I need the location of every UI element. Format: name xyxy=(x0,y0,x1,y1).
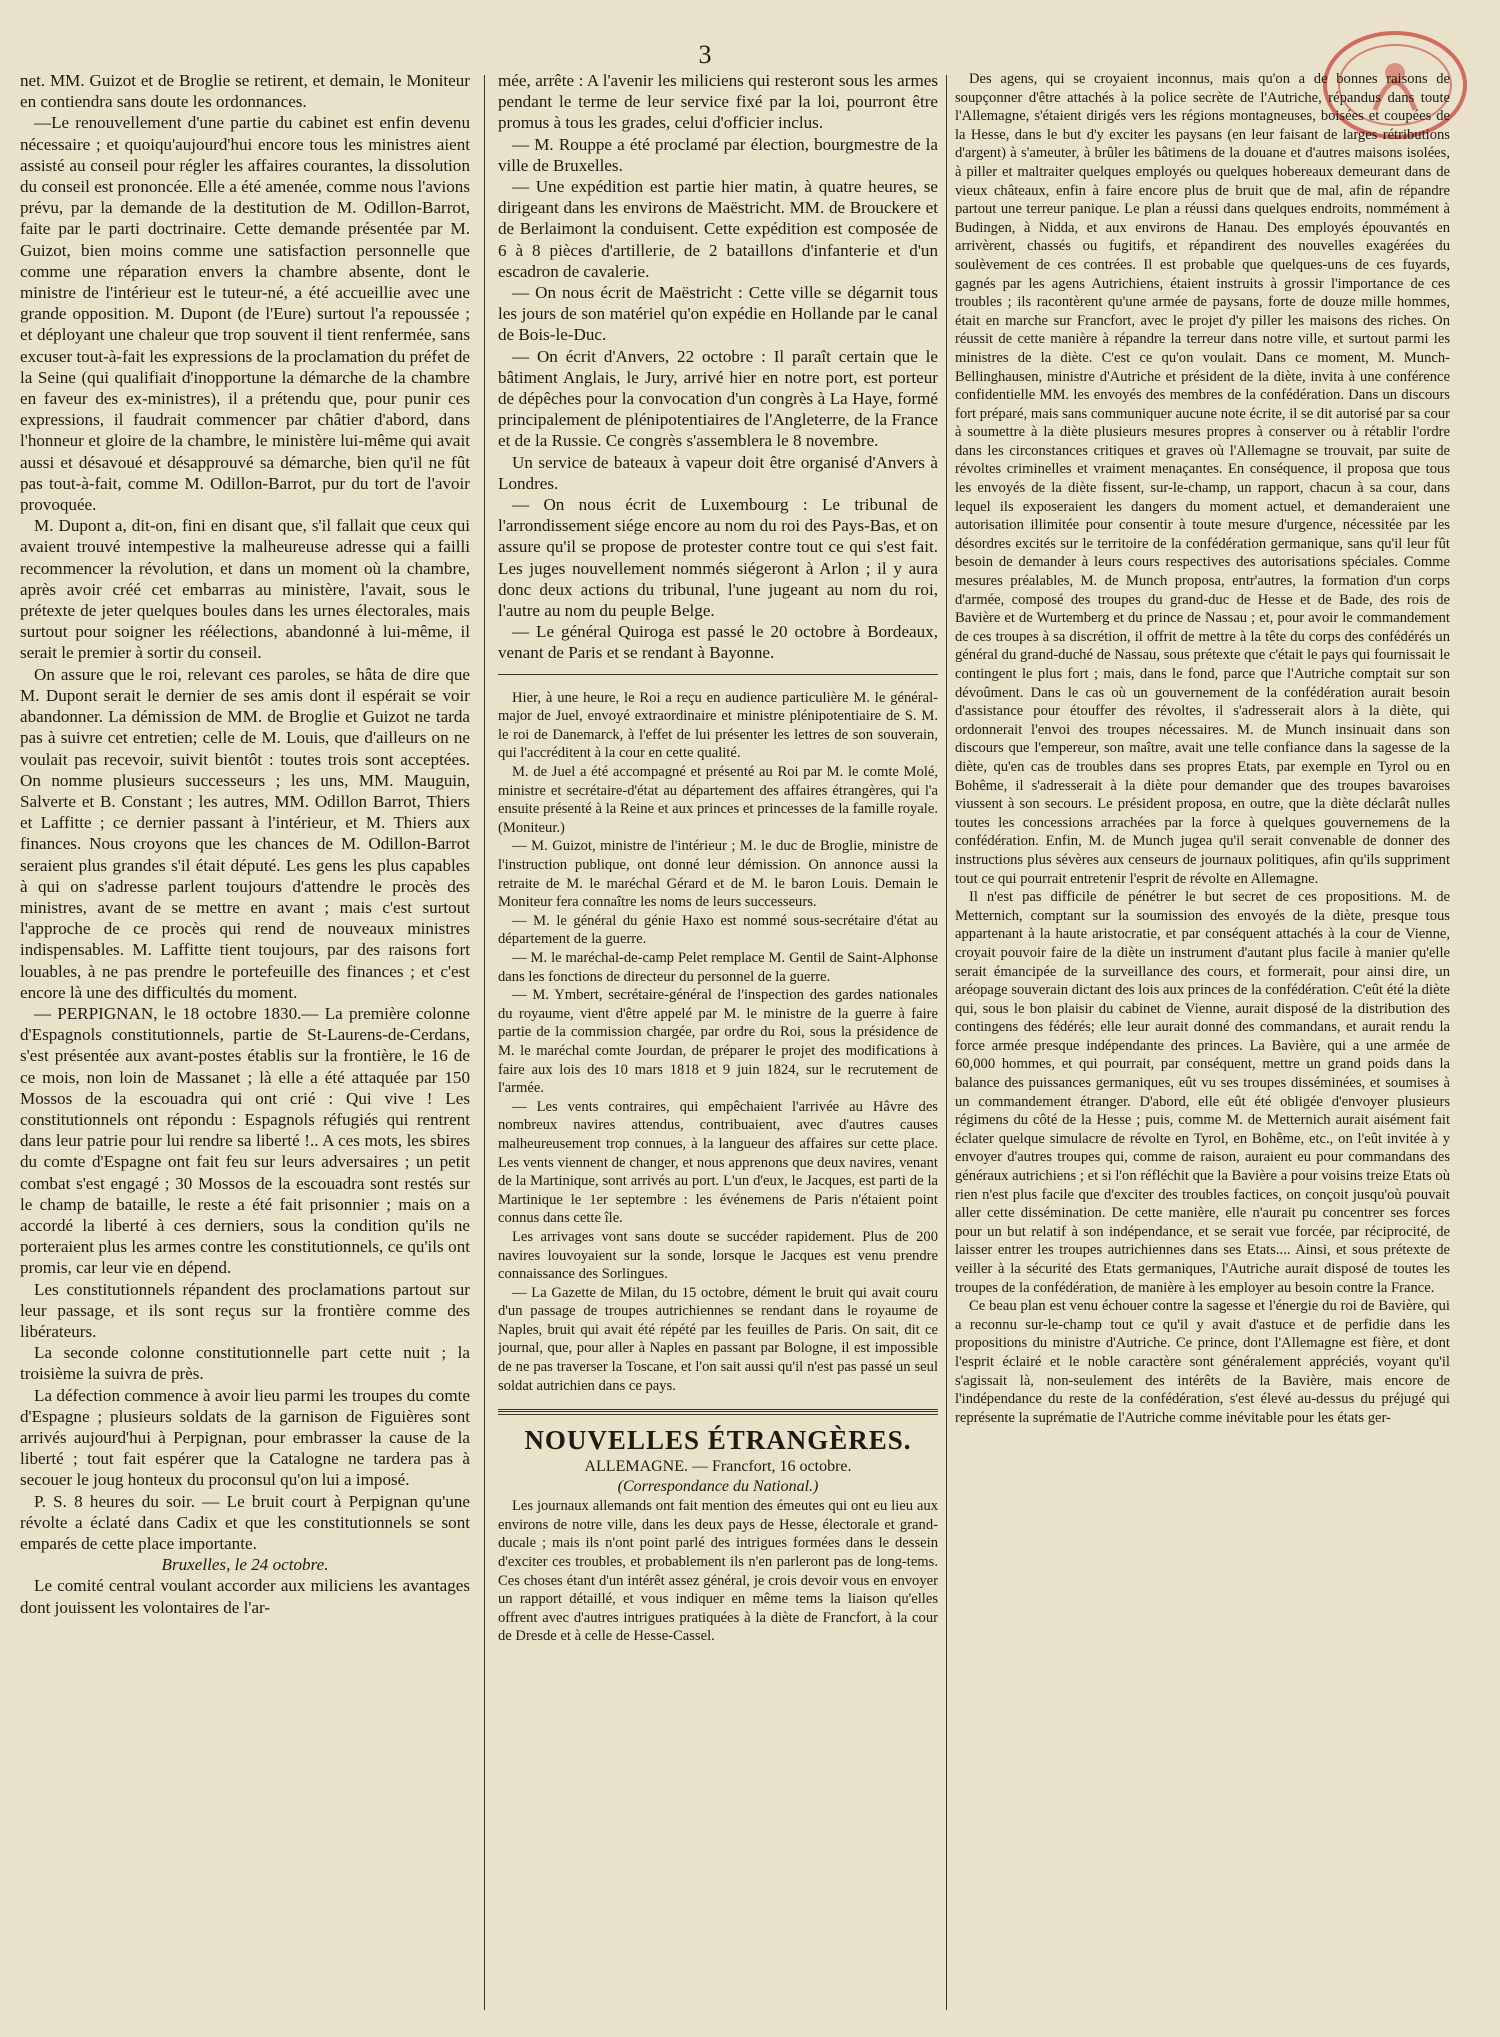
paragraph: P. S. 8 heures du soir. — Le bruit court à Perpignan qu'une révolte a éclaté dans Cadix et que les constitutionnels se sont emparés de cette place importante. xyxy=(20,1491,470,1554)
paragraph: Il n'est pas difficile de pénétrer le but secret de ces propositions. M. de Metternich, comptant sur la soumission des envoyés de la diète, presque tous appartenant à la haute aristocratie, et par conséquent attachés à la cour de Vienne, croyait pouvoir faire de la diète un instrument d'autant plus facile à manier qu'elle serait émancipée de la surveillance des cours, et formerait, pour ainsi dire, un aréopage souverain dictant des lois aux princes de la confédération. C'eût été la diète qui, sous le bon plaisir du cabinet de Vienne, aurait disposé de la distribution des contingens des fédérés; elle leur aurait donné des commandans, et aurait rendu la force armée presque indépendante des princes. La Bavière, qui a une armée de 60,000 hommes, et qui pourrait, par conséquent, mettre un grand poids dans la balance des puissances germaniques, eût vu ses troupes disséminées, et soumises à un commandement étranger. D'abord, elle eût été obligée d'envoyer plusieurs régimens du côté de la Hesse ; puis, comme M. de Metternich aurait aisément fait éclater quelque simulacre de révolte en Tyrol, en Bohême, etc., on l'eût invitée à y envoyer d'autres troupes qui, comme de raison, auraient eu pour commandans des généraux autrichiens ; et si l'on réfléchit que la Bavière a pour voisins treize Etats où rien n'est plus facile que d'exciter des troubles factices, on conçoit jusqu'où pouvait aller cette dissémination. De cette manière, elle n'aurait pu concentrer ses forces pour un but relatif à son indépendance, et se serait vue forcée, par réciprocité, de laisser entrer les troupes autrichiennes dans ses Etats.... Ainsi, et sous prétexte de veiller à la sécurité des Etats germaniques, l'Autriche aurait disposé de toutes les troupes de la confédération, de manière à les employer au besoin contre la France. xyxy=(955,889,1450,1296)
section-double-rule xyxy=(498,1409,938,1415)
paragraph: Les journaux allemands ont fait mention des émeutes qui ont eu lieu aux environs de notre ville, dans les deux pays de Hesse, électorale et grand-ducale ; mais ils n'ont point parlé des intrigues formées dans le dessein d'exciter ces troubles, et probablement ils n'en parleront pas de long-tems. Ces choses étant d'un intérêt assez général, je crois devoir vous en envoyer un rapport détaillé, et vous indiquer en même tems la liaison qu'elles offrent avec d'autres intrigues pratiquées à la diète de Francfort, à la cour de Dresde et à celle de Hesse-Cassel. xyxy=(498,1498,938,1645)
column-right xyxy=(955,70,1450,2030)
paragraph: M. Dupont a, dit-on, fini en disant que, s'il fallait que ceux qui avaient trouvé intempestive la malheureuse adresse qui a failli recommencer la révolution, et dans un moment où la chambre, après avoir créé cet embarras au ministère, l'avait, sous le prétexte de jeter quelques boules dans les urnes électorales, mais surtout pour soigner les réélections, abandonné à lui-même, il serait le premier à sortir du conseil. xyxy=(20,516,470,663)
paragraph: On assure que le roi, relevant ces paroles, se hâta de dire que M. Dupont serait le dernier de ses amis dont il espérait se voir abandonner. La démission de MM. de Broglie et Guizot ne tarda pas à suivre cet entretien; celle de M. Louis, que d'ailleurs on ne voulait pas recevoir, suivit bientôt : toutes trois sont acceptées. On nomme plusieurs successeurs ; les uns, MM. Mauguin, Salverte et B. Constant ; les autres, MM. Odillon Barrot, Thiers et Laffitte ; ce dernier passant à l'intérieur, et M. Thiers aux finances. Nous croyons que les chances de M. Odillon-Barrot seraient plus grandes s'il était député. Les gens les plus capables à qui on s'adresse parlent toujours d'attendre le procès des ministres, avant de se mettre en avant ; mais c'est surtout l'approche de ce procès qui rend de nouveaux ministres indispensables. M. Laffitte tient toujours, par des raisons fort louables, à ne pas prendre le portefeuille des finances ; et c'est encore là une des difficultés du moment. xyxy=(20,664,470,1002)
paragraph: Les arrivages vont sans doute se succéder rapidement. Plus de 200 navires louvoyaient sur la sonde, lorsque le Jacques est venu prendre connaissance des Sorlingues. xyxy=(498,1228,938,1283)
paragraph: — M. Ymbert, secrétaire-général de l'inspection des gardes nationales du royaume, vient d'être appelé par M. le ministre de la guerre à faire partie de la commission chargée, par ordre du Roi, sous la présidence de M. le maréchal comte Jourdan, de préparer le projet des modifications à faire aux lois des 10 mars 1818 et 9 juin 1824, sur le recrutement de l'armée. xyxy=(498,987,938,1097)
section-subheading: ALLEMAGNE. — Francfort, 16 octobre. xyxy=(584,1458,852,1476)
dateline: Bruxelles, le 24 octobre. xyxy=(161,1555,329,1575)
column-middle xyxy=(498,70,938,1780)
paragraph: — M. le général du génie Haxo est nommé sous-secrétaire d'état au département de la guerre. xyxy=(498,912,938,948)
paragraph: M. de Juel a été accompagné et présenté au Roi par M. le comte Molé, ministre et secrétaire-d'état au département des affaires étrangères, qui l'a ensuite présenté à la Reine et aux princes et princesses de la famille royale. (Moniteur.) xyxy=(498,764,938,836)
paragraph: —Le renouvellement d'une partie du cabinet est enfin devenu nécessaire ; et quoiqu'aujourd'hui encore tous les ministres aient assisté au conseil pour régler les affaires courantes, la dissolution du conseil est prononcée. Elle a été amenée, comme nous l'avions prévu, par la demande de la destitution de M. Odillon-Barrot, faite par le parti doctrinaire. Cette demande présentée par M. Guizot, bien moins comme une satisfaction personnelle que comme une réparation envers la chambre absente, dont le ministre de l'intérieur est le tuteur-né, a été accueillie avec une grande opposition. M. Dupont (de l'Eure) surtout l'a repoussée ; et déployant une chaleur que trop souvent il tient renfermée, sans excuser tout-à-fait les expressions de la proclamation du préfet de la Seine (qui qualifiait d'inopportune la démarche de la chambre en faveur des ex-ministres), il a prétendu que, pour punir ces expressions, il faudrait commencer par châtier d'abord, dans l'honneur et gloire de la chambre, le ministère lui-même qui avait aussi et désavoué et désapprouvé sa démarche, bien qu'il ne fût pas tout-à-fait, comme M. Odillon-Barrot, pur du tort de l'avoir provoquée. xyxy=(20,113,470,515)
paragraph: Le comité central voulant accorder aux miliciens les avantages dont jouissent les volontaires de l'ar- xyxy=(20,1576,470,1617)
paragraph: — M. le maréchal-de-camp Pelet remplace M. Gentil de Saint-Alphonse dans les fonctions de directeur du personnel de la guerre. xyxy=(498,950,938,985)
page-number: 3 xyxy=(698,40,712,69)
section-divider xyxy=(498,674,938,675)
paragraph: Hier, à une heure, le Roi a reçu en audience particulière M. le général-major de Juel, envoyé extraordinaire et ministre plénipotentiaire de S. M. le roi de Danemarck, à l'effet de lui présenter les lettres de son souverain, qui l'accréditent à la cour en cette qualité. xyxy=(498,689,938,762)
paragraph: net. MM. Guizot et de Broglie se retirent, et demain, le Moniteur en contiendra sans doute les ordonnances. xyxy=(20,71,470,112)
paragraph: — PERPIGNAN, le 18 octobre 1830.— La première colonne d'Espagnols constitutionnels, partie de St-Laurens-de-Cerdans, s'est présentée aux avant-postes établis sur la frontière, le 16 de ce mois, non loin de Massanet ; là elle a été attaquée par 150 Mossos de la escouadra qui ont crié : Qui vive ! Les constitutionnels ont répondu : Espagnols réfugiés qui rentrent dans leur patrie pour lui rendre sa liberté !.. A ces mots, les sbires du comte d'Espagne ont fait feu sur leurs adversaires ; un petit combat s'est engagé ; 30 Mossos de la escouadra sont restés sur le champ de bataille, le reste a été fait prisonnier ; mais on a accordé la liberté à ces derniers, sous la condition qu'ils ne porteraient plus les armes contre les constitutionnels, ce qu'ils ont promis, car leur vie en dépend. xyxy=(20,1003,470,1278)
paragraph: Un service de bateaux à vapeur doit être organisé d'Anvers à Londres. xyxy=(498,452,938,493)
paragraph: — La Gazette de Milan, du 15 octobre, dément le bruit qui avait couru d'un passage de troupes autrichiennes se rendant dans le royaume de Naples, bruit qui avait été répété par les feuilles de Paris. On sait, dit ce journal, que, pour aller à Naples en passant par Bologne, il est impossible de ne pas traverser la Toscane, et l'on sait aussi qu'il n'est pas passé un seul soldat autrichien dans ce pays. xyxy=(498,1284,938,1394)
paragraph: Des agens, qui se croyaient inconnus, mais qu'on a de bonnes raisons de soupçonner d'être attachés à la police secrète de l'Autriche, répandus dans toute l'Allemagne, s'étaient dirigés vers les régions montagneuses, boisées et coupées de la Hesse, dans le but d'y exciter les paysans (en leur faisant de larges rétributions d'argent) à s'ameuter, à brûler les bâtimens de la douane et d'autres maisons isolées, à piller et maltraiter quelques employés ou quelques hobereaux demeurant dans de vieux châteaux, enfin à faire encore plus de bruit que de mal, afin de répandre partout une terreur panique. Le plan a réussi dans quelques endroits, nommément à Budingen, à Nidda, et aux environs de Hanau. Des employés épouvantés en arrivèrent, chassés ou fugitifs, et répandirent des nouvelles exagérées du soulèvement de ces contrées. Il est probable que quelques-uns de ces fuyards, gagnés par les agens Autrichiens, étaient instruits à grossir l'importance de ces troubles ; ils racontèrent qu'une armée de paysans, forte de douze mille hommes, était en marche sur Francfort, avec le projet d'y piller les maisons des riches. On réussit de cette manière à répandre la terreur dans notre ville, et surtout parmi les ministres de la diète. C'est ce qu'on voulait. Dans ce moment, M. Munch-Bellinghausen, ministre d'Autriche et président de la diète, invita à une conférence confidentielle MM. les envoyés des membres de la confédération. Dans un discours fort préparé, mais sans communiquer aucune note écrite, il se dit autorisé par sa cour à soumettre à la diète plusieurs mesures propres à conserver ou à rétablir l'ordre dans les circonstances critiques et graves où l'Allemagne se trouvait, par suite de révoltes criminelles et vraiment menaçantes. En conséquence, il proposa que tous les envoyés de la diète fissent, sur-le-champ, un rapport, chacun à sa cour, dans lequel ils exposeraient les dangers du moment actuel, et demanderaient une autorisation illimitée pour consentir à toute mesure d'urgence, nécessitée par les désordres excités sur le territoire de la confédération germanique, sans qu'il leur fût besoin de demander à leurs cours respectives des autorisations spéciales. Comme mesures préalables, M. de Munch proposa, entr'autres, la formation d'un corps d'armée, composé des troupes du grand-duc de Hesse et de Bade, des rois de Bavière et de Wurtemberg et du prince de Nassau ; et, pour avoir le commandement de ces troupes à sa discrétion, il offrit de mettre à la tête du corps des confédérés un général du grand-duché de Nassau, sous prétexte que c'était le pays qui fournissait le contingent le plus fort ; mais, dans le fond, parce que l'Autriche comptait sur son dévoûment. Dans le cas où un gouvernement de la confédération aurait besoin d'assistance pour étouffer des révoltes, il s'adresserait alors à la diète, qui ordonnerait l'envoi des troupes nécessaires. M. de Munch insinuait dans son discours que l'empereur, son maître, avait une telle confiance dans la sagesse de la diète, qu'en cas de troubles dans ses propres Etats, par exemple en Tyrol ou en Bohême, il s'adresserait à la diète pour demander que des troupes bavaroises viussent à son secours. Le président proposa, en outre, que la diète déclarât nulles toutes les concessions arrachées par la force à quelques gouvernemens de la confédération. Enfin, M. de Munch jugea qu'il serait convenable de donner des instructions plus sévères aux censeurs de journaux politiques, afin qu'ils suppriment tout ce qui pourrait entretenir l'esprit de révolte en Allemagne. xyxy=(955,71,1450,887)
paragraph: — M. Rouppe a été proclamé par élection, bourgmestre de la ville de Bruxelles. xyxy=(498,134,938,175)
paragraph: — Une expédition est partie hier matin, à quatre heures, se dirigeant dans les environs de Maëstricht. MM. de Brouckere et de Berlaimont la conduisent. Cette expédition est composée de 6 à 8 pièces d'artillerie, de 2 bataillons d'infanterie et d'un escadron de cavalerie. xyxy=(498,177,938,281)
section-heading: NOUVELLES ÉTRANGÈRES. xyxy=(524,1425,912,1456)
paragraph: — Le général Quiroga est passé le 20 octobre à Bordeaux, venant de Paris et se rendant à Bayonne. xyxy=(498,622,938,663)
paragraph: La défection commence à avoir lieu parmi les troupes du comte d'Espagne ; plusieurs soldats de la garnison de Figuières sont arrivés aujourd'hui à Perpignan, pour embrasser la cause de la liberté ; tout fait espérer que la Catalogne ne tardera pas à secouer le joug honteux du proconsul qu'on lui a imposé. xyxy=(20,1385,470,1490)
paragraph: Ce beau plan est venu échouer contre la sagesse et l'énergie du roi de Bavière, qui a reconnu sur-le-champ tout ce qu'il y avait d'astuce et de perfidie dans les propositions du ministre d'Autriche. Ce prince, dont l'Allemagne est fière, et dont l'esprit éclairé et le noble caractère sont généralement appréciés, voyant qu'il s'agissait là, non-seulement des intérêts de la Bavière, mais encore de l'indépendance du reste de la confédération, s'est élevé au-dessus du préjugé qui représente la suprématie de l'Autriche comme inévitable pour les états ger- xyxy=(955,1298,1450,1426)
column-left xyxy=(20,70,470,2010)
paragraph: — Les vents contraires, qui empêchaient l'arrivée au Hâvre des nombreux navires attendus, contribuaient, avec d'autres causes malheureusement trop connues, à la langueur des affaires sur cette place. Les vents viennent de changer, et nous apprenons que deux navires, venant de la Martinique, sont arrivés au port. L'un d'eux, le Jacques, est parti de la Martinique le 1er septembre : les événemens de Paris n'étaient point connus dans cette île. xyxy=(498,1098,938,1227)
paragraph: — On nous écrit de Luxembourg : Le tribunal de l'arrondissement siége encore au nom du roi des Pays-Bas, et on assure qu'il se propose de protester contre tout ce qui s'est fait. Les juges nouvellement nommés siégeront à Arlon ; il y aura donc deux actions du tribunal, l'une jugeant au nom du roi, l'autre au nom du peuple Belge. xyxy=(498,495,938,621)
paragraph: — On écrit d'Anvers, 22 octobre : Il paraît certain que le bâtiment Anglais, le Jury, arrivé hier en notre port, est porteur de dépêches pour la convocation d'un congrès à La Haye, formé principalement de plénipotentiaires de l'Angleterre, de la France et de la Russie. Ce congrès s'assemblera le 8 novembre. xyxy=(498,346,938,451)
paragraph: La seconde colonne constitutionnelle part cette nuit ; la troisième la suivra de près. xyxy=(20,1343,470,1384)
paragraph: — M. Guizot, ministre de l'intérieur ; M. le duc de Broglie, ministre de l'instruction publique, ont donné leur démission. On annonce aussi la retraite de M. le maréchal Gérard et de M. le baron Louis. Demain le Moniteur fera connaître les noms de leurs successeurs. xyxy=(498,838,938,911)
foreign-news-block xyxy=(498,1497,938,1646)
column-rule-1 xyxy=(484,75,485,2010)
paris-news-block xyxy=(498,689,938,1396)
section-source: (Correspondance du National.) xyxy=(617,1478,819,1496)
paragraph: — On nous écrit de Maëstricht : Cette ville se dégarnit tous les jours de son matériel qu'on expédie en Hollande par le canal de Bois-le-Duc. xyxy=(498,283,938,345)
paragraph: Les constitutionnels répandent des proclamations partout sur leur passage, et ils sont reçus sur la frontière comme des libérateurs. xyxy=(20,1279,470,1341)
paragraph: mée, arrête : A l'avenir les miliciens qui resteront sous les armes pendant le terme de leur service fixé par la loi, pourront être promus à tous les grades, celui d'officier inclus. xyxy=(498,71,938,133)
column-rule-2 xyxy=(946,75,947,2010)
